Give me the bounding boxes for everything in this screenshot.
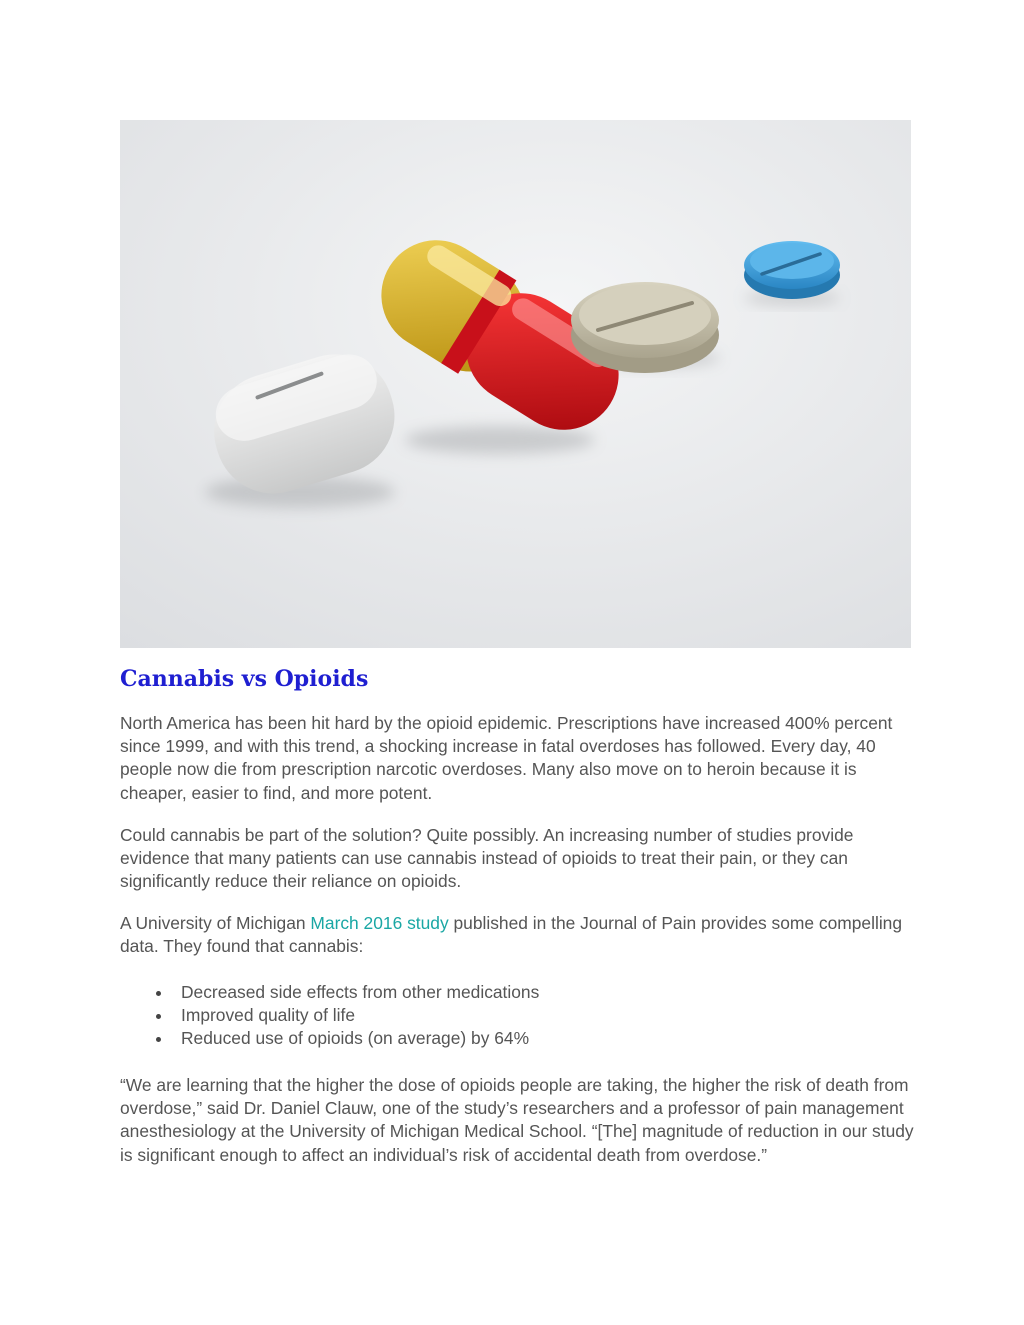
bullet-icon — [156, 991, 161, 996]
bullet-icon — [156, 1037, 161, 1042]
list-item-text: Improved quality of life — [181, 1005, 355, 1026]
paragraph-opioid-epidemic: North America has been hit hard by the opioid epidemic. Prescriptions have increased 400% percent since 1999, and with this trend, a shocking increase in fatal overdoses has followed. Every day, 40 people now die from prescription narcotic overdoses. Many also move on to heroin because it is cheaper, easier to find, and more potent. — [120, 713, 893, 803]
researcher-quote: “We are learning that the higher the dose of opioids people are taking, the higher the risk of death from overdose,” said Dr. Daniel Clauw, one of the study’s researchers and a professor of pain management anesthesiology at the University of Michigan Medical School. “[The] magnitude of reduction in our study is significant enough to affect an individual’s risk of accidental death from overdose.” — [120, 1075, 914, 1165]
list-item — [120, 1004, 539, 1027]
paragraph-cannabis-solution: Could cannabis be part of the solution? Quite possibly. An increasing number of studies provide evidence that many patients can use cannabis instead of opioids to treat their pain, or they can significantly reduce their reliance on opioids. — [120, 825, 854, 892]
findings-list — [120, 981, 539, 1051]
paragraph-michigan-study-intro: A University of Michigan — [120, 913, 311, 933]
pills-photo — [120, 120, 911, 648]
march-2016-study-link[interactable]: March 2016 study — [310, 913, 449, 933]
pills-illustration — [120, 120, 911, 648]
beige-tablet — [571, 282, 719, 373]
list-item-text: Reduced use of opioids (on average) by 64% — [181, 1028, 530, 1049]
list-item — [120, 981, 539, 1004]
list-item — [120, 1027, 539, 1050]
blue-tablet — [744, 241, 840, 299]
list-item-text: Decreased side effects from other medications — [181, 982, 540, 1002]
paragraph-michigan-study — [120, 912, 920, 958]
bullet-icon — [156, 1014, 161, 1019]
capsule-shadow — [405, 426, 595, 454]
paragraph-michigan-study-rest: published in the Journal of Pain provides some compelling data. They found that cannabis: — [120, 913, 903, 957]
article-heading: Cannabis vs Opioids — [120, 666, 369, 692]
